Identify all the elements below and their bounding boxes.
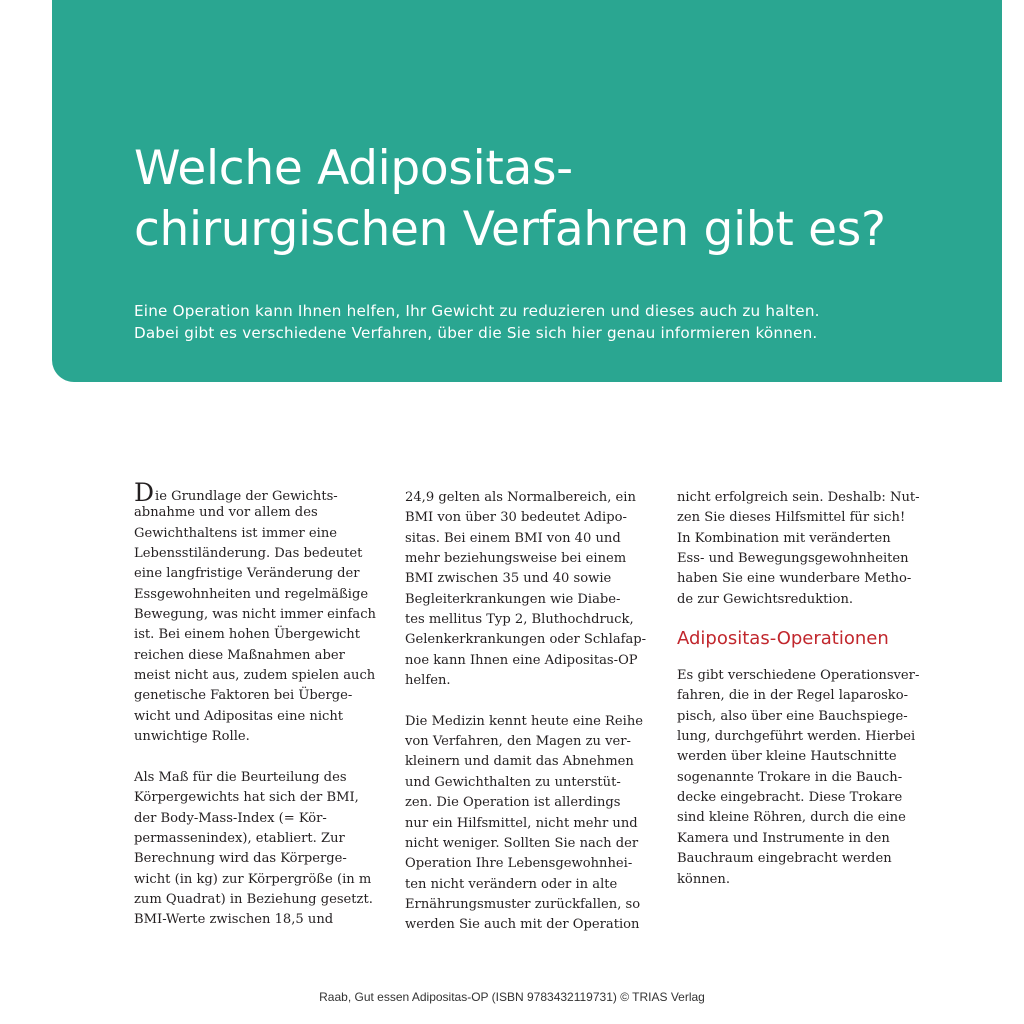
text-line: wicht und Adipositas eine nicht bbox=[134, 708, 344, 724]
text-line: Ernährungsmuster zurückfallen, so bbox=[405, 896, 641, 912]
text-line: unwichtige Rolle. bbox=[134, 729, 250, 745]
title-line: chirurgischen Verfahren gibt es? bbox=[134, 202, 886, 257]
text-column-3 bbox=[677, 488, 920, 890]
text-line: de zur Gewichtsreduktion. bbox=[677, 591, 854, 607]
paragraph bbox=[677, 666, 920, 890]
text-line: zum Quadrat) in Beziehung gesetzt. bbox=[134, 891, 373, 907]
text-line: Begleiterkrankungen wie Diabe- bbox=[405, 591, 621, 607]
text-line: zen Sie dieses Hilfsmittel für sich! bbox=[677, 510, 906, 526]
footer-credit: Raab, Gut essen Adipositas-OP (ISBN 9783432119731) © TRIAS Verlag bbox=[319, 990, 705, 1004]
text-line: decke eingebracht. Diese Trokare bbox=[677, 790, 903, 806]
text-line: nur ein Hilfsmittel, nicht mehr und bbox=[405, 815, 638, 831]
text-line: Körpergewichts hat sich der BMI, bbox=[134, 790, 359, 806]
text-line: BMI zwischen 35 und 40 sowie bbox=[405, 571, 612, 587]
text-line: ten nicht verändern oder in alte bbox=[405, 876, 618, 892]
text-line: meist nicht aus, zudem spielen auch bbox=[134, 668, 376, 684]
intro-line: Eine Operation kann Ihnen helfen, Ihr Gewicht zu reduzieren und dieses auch zu halten. bbox=[134, 302, 820, 320]
text-column-1 bbox=[134, 478, 376, 931]
text-line: abnahme und vor allem des bbox=[134, 505, 318, 521]
text-line: Die Medizin kennt heute eine Reihe bbox=[405, 713, 644, 729]
text-line: wicht (in kg) zur Körpergröße (in m bbox=[134, 871, 372, 887]
text-line: ist. Bei einem hohen Übergewicht bbox=[134, 627, 360, 643]
section-subheading: Adipositas-Operationen bbox=[677, 628, 889, 650]
text-line: kleinern und damit das Abnehmen bbox=[405, 754, 634, 770]
intro-line: Dabei gibt es verschiedene Verfahren, über die Sie sich hier genau informieren können. bbox=[134, 324, 818, 342]
text-line: Gewichthaltens ist immer eine bbox=[134, 525, 338, 541]
text-line: Kamera und Instrumente in den bbox=[677, 830, 890, 846]
text-line: sogenannte Trokare in die Bauch- bbox=[677, 769, 903, 785]
text-line: Gelenkerkrankungen oder Schlafap- bbox=[405, 632, 647, 648]
text-line: BMI von über 30 bedeutet Adipo- bbox=[405, 510, 627, 526]
paragraph-gap bbox=[134, 747, 376, 767]
text-line: nicht weniger. Sollten Sie nach der bbox=[405, 835, 639, 851]
paragraph bbox=[677, 488, 920, 610]
text-line: der Body-Mass-Index (= Kör- bbox=[134, 810, 327, 826]
text-line: Ess- und Bewegungsgewohnheiten bbox=[677, 551, 909, 567]
text-line: sind kleine Röhren, durch die eine bbox=[677, 810, 906, 826]
title-line: Welche Adipositas- bbox=[134, 141, 573, 196]
text-line: permassenindex), etabliert. Zur bbox=[134, 830, 345, 846]
drop-cap: D bbox=[134, 478, 155, 507]
text-line: werden über kleine Hautschnitte bbox=[677, 749, 897, 765]
text-line: von Verfahren, den Magen zu ver- bbox=[405, 734, 631, 750]
text-line: zen. Die Operation ist allerdings bbox=[405, 795, 621, 811]
text-line: genetische Faktoren bei Überge- bbox=[134, 688, 353, 704]
paragraph bbox=[134, 768, 376, 931]
text-line: Bauchraum eingebracht werden bbox=[677, 851, 892, 867]
text-line: 24,9 gelten als Normalbereich, ein bbox=[405, 490, 636, 505]
text-line: haben Sie eine wunderbare Metho- bbox=[677, 571, 912, 587]
text-column-2 bbox=[405, 488, 646, 936]
text-line: Operation Ihre Lebensgewohnhei- bbox=[405, 856, 633, 872]
text-line: mehr beziehungsweise bei einem bbox=[405, 551, 627, 567]
text-line: fahren, die in der Regel laparosko- bbox=[677, 688, 909, 704]
text-line: werden Sie auch mit der Operation bbox=[405, 917, 640, 933]
text-line: sitas. Bei einem BMI von 40 und bbox=[405, 530, 621, 546]
paragraph bbox=[405, 488, 646, 691]
paragraph bbox=[405, 712, 646, 936]
text-line: helfen. bbox=[405, 673, 451, 689]
text-line: lung, durchgeführt werden. Hierbei bbox=[677, 729, 916, 745]
text-line: können. bbox=[677, 871, 731, 887]
text-line: In Kombination mit veränderten bbox=[677, 530, 891, 546]
first-line bbox=[134, 478, 376, 507]
text-line: Als Maß für die Beurteilung des bbox=[134, 769, 347, 785]
text-line: Lebensstiländerung. Das bedeutet bbox=[134, 546, 363, 562]
text-line: und Gewichthalten zu unterstüt- bbox=[405, 774, 621, 790]
text-line: pisch, also über eine Bauchspiege- bbox=[677, 708, 908, 724]
text-line: reichen diese Maßnahmen aber bbox=[134, 647, 345, 663]
text-line: Essgewohnheiten und regelmäßige bbox=[134, 586, 369, 602]
text-line: noe kann Ihnen eine Adipositas-OP bbox=[405, 652, 638, 668]
text-line: Bewegung, was nicht immer einfach bbox=[134, 607, 376, 623]
text-line: nicht erfolgreich sein. Deshalb: Nut- bbox=[677, 490, 920, 505]
page-title bbox=[134, 138, 886, 260]
intro-text bbox=[134, 300, 820, 344]
text-line: eine langfristige Veränderung der bbox=[134, 566, 360, 582]
paragraph bbox=[134, 503, 376, 747]
text-line: Berechnung wird das Körperge- bbox=[134, 851, 347, 867]
text-line: tes mellitus Typ 2, Bluthochdruck, bbox=[405, 612, 634, 628]
text-line: BMI-Werte zwischen 18,5 und bbox=[134, 912, 334, 928]
first-line-rest: ie Grundlage der Gewichts- bbox=[155, 489, 338, 504]
text-line: Es gibt verschiedene Operationsver- bbox=[677, 668, 920, 684]
paragraph-gap bbox=[405, 691, 646, 711]
